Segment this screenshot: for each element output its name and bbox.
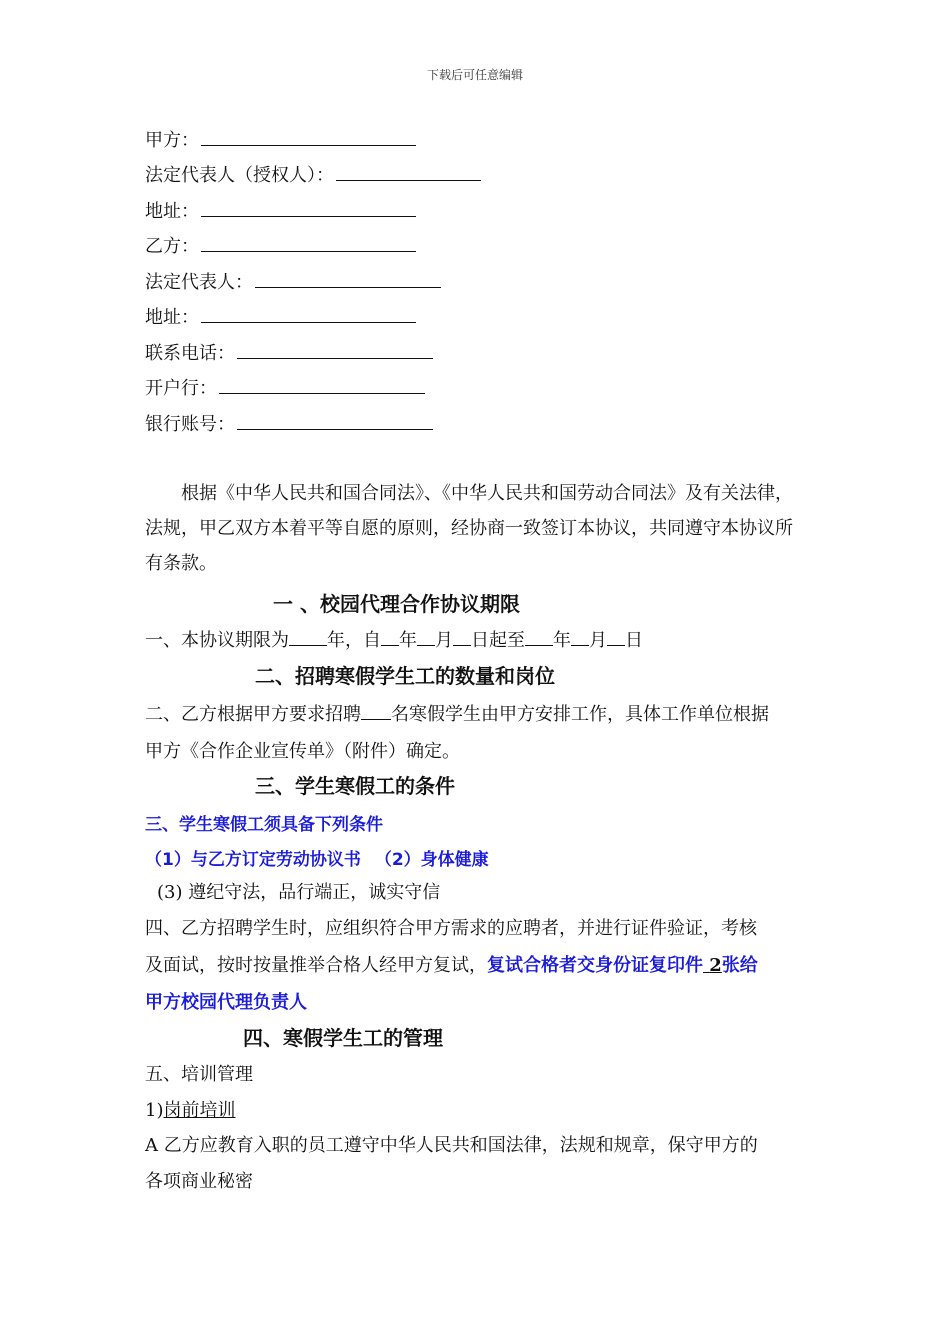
training-para-line1: A 乙方应教育入职的员工遵守中华人民共和国法律，法规和规章，保守甲方的 xyxy=(145,1135,758,1156)
training-para-line2: 各项商业秘密 xyxy=(145,1171,253,1192)
party-field-label: 法定代表人（授权人）： xyxy=(145,165,334,186)
party-field-blank xyxy=(201,202,416,217)
party-field-label: 甲方： xyxy=(145,130,199,151)
intro-paragraph: 根据《中华人民共和国合同法》、《中华人民共和国劳动合同法》及有关法律，法规，甲乙双方本着平等自愿的原则，经协商一致签订本协议，共同遵守本协议所有条款。 xyxy=(145,483,793,574)
training-subtitle: 1)岗前培训 xyxy=(145,1100,236,1121)
training-title: 五、培训管理 xyxy=(145,1064,253,1085)
party-field-label: 地址： xyxy=(145,307,199,328)
party-field-label: 乙方： xyxy=(145,236,199,257)
party-field-label: 法定代表人： xyxy=(145,272,253,293)
party-field xyxy=(145,339,433,365)
conditions-line1: （1）与乙方订定劳动协议书 （2）身体健康 xyxy=(145,850,489,870)
party-field xyxy=(145,374,425,400)
section-heading-2: 二、招聘寒假学生工的数量和岗位 xyxy=(255,664,555,688)
party-field xyxy=(145,197,416,223)
party-field xyxy=(145,232,416,258)
party-field xyxy=(145,268,441,294)
recruit-clause-line2: 甲方《合作企业宣传单》（附件）确定。 xyxy=(145,741,460,762)
party-field-blank xyxy=(237,344,433,359)
party-field xyxy=(145,126,416,152)
page-header: 下载后可任意编辑 xyxy=(426,68,523,82)
party-field-label: 联系电话： xyxy=(145,343,235,364)
party-field-label: 开户行： xyxy=(145,378,217,399)
section-heading-3: 三、学生寒假工的条件 xyxy=(255,774,455,798)
party-field-blank xyxy=(201,308,416,323)
party-field xyxy=(145,303,416,329)
party-field-blank xyxy=(201,237,416,252)
party-field-label: 地址： xyxy=(145,201,199,222)
conditions-title: 三、学生寒假工须具备下列条件 xyxy=(145,815,383,835)
clause-4-line1: 四、乙方招聘学生时，应组织符合甲方需求的应聘者，并进行证件验证，考核 xyxy=(145,918,757,939)
party-field-blank xyxy=(237,415,433,430)
party-field xyxy=(145,161,481,187)
party-field-blank xyxy=(219,379,425,394)
conditions-line2: (3) 遵纪守法，品行端正，诚实守信 xyxy=(157,882,441,903)
party-field-blank xyxy=(255,273,441,288)
section-heading-1: 一 、校园代理合作协议期限 xyxy=(273,592,520,616)
party-field-label: 银行账号： xyxy=(145,414,235,435)
clause-4-line2: 及面试，按时按量推举合格人经甲方复试，复试合格者交身份证复印件 2张给 xyxy=(145,955,758,976)
section-heading-4: 四、寒假学生工的管理 xyxy=(243,1026,443,1050)
party-field-blank xyxy=(201,131,416,146)
term-clause: 一、本协议期限为 年，自 年 月 日起至 年 月 日 xyxy=(145,630,643,651)
recruit-clause-line1: 二、乙方根据甲方要求招聘 名寒假学生由甲方安排工作，具体工作单位根据 xyxy=(145,704,769,725)
party-field-blank xyxy=(336,166,481,181)
clause-4-line3: 甲方校园代理负责人 xyxy=(145,992,307,1013)
party-field xyxy=(145,410,433,436)
